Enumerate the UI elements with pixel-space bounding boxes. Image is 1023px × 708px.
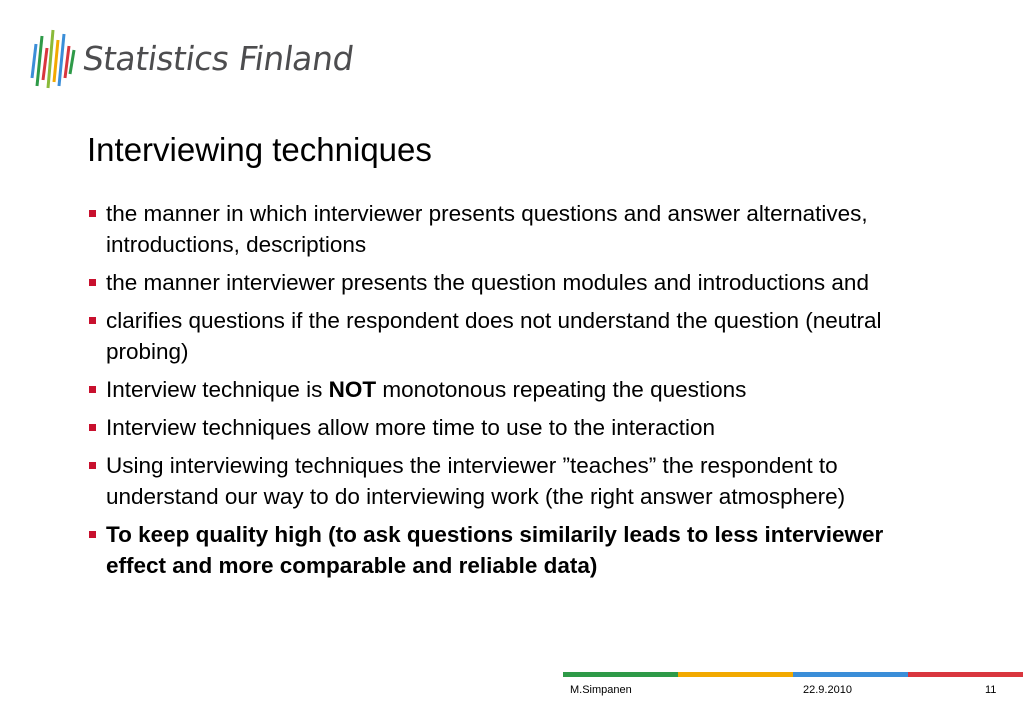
footer-bar-segment bbox=[678, 672, 793, 677]
footer-color-bar bbox=[563, 672, 1023, 677]
logo-mark-icon bbox=[28, 28, 80, 90]
footer-bar-segment bbox=[563, 672, 678, 677]
slide-title: Interviewing techniques bbox=[87, 131, 432, 168]
bullet-item: the manner interviewer presents the question modules and introductions and bbox=[87, 267, 947, 298]
bullet-item: Interview techniques allow more time to use to the interaction bbox=[87, 412, 947, 443]
bullet-item-bold: To keep quality high (to ask questions similarily leads to less interviewer effect and more comparable and reliable data) bbox=[87, 519, 947, 581]
bullet-item: Interview technique is NOT monotonous repeating the questions bbox=[87, 374, 947, 405]
bullet-list bbox=[87, 198, 947, 588]
bullet-square-icon bbox=[89, 531, 96, 538]
emphasis-not: NOT bbox=[328, 377, 377, 402]
bullet-square-icon bbox=[89, 317, 96, 324]
bullet-square-icon bbox=[89, 210, 96, 217]
bullet-item: clarifies questions if the respondent does not understand the question (neutral probing) bbox=[87, 305, 947, 367]
bullet-square-icon bbox=[89, 424, 96, 431]
bullet-item: the manner in which interviewer presents questions and answer alternatives, introductions, descriptions bbox=[87, 198, 947, 260]
bullet-square-icon bbox=[89, 462, 96, 469]
footer-bar-segment bbox=[908, 672, 1023, 677]
bullet-square-icon bbox=[89, 386, 96, 393]
bullet-square-icon bbox=[89, 279, 96, 286]
bullet-item: Using interviewing techniques the interviewer ”teaches” the respondent to understand our way to do interviewing work (the right answer atmosphere) bbox=[87, 450, 947, 512]
logo-text: Statistics Finland bbox=[80, 39, 357, 78]
footer-date: 22.9.2010 bbox=[803, 684, 852, 696]
statistics-finland-logo bbox=[28, 28, 368, 90]
footer-bar-segment bbox=[793, 672, 908, 677]
footer-author: M.Simpanen bbox=[570, 684, 632, 696]
footer-page-number: 11 bbox=[985, 684, 997, 696]
